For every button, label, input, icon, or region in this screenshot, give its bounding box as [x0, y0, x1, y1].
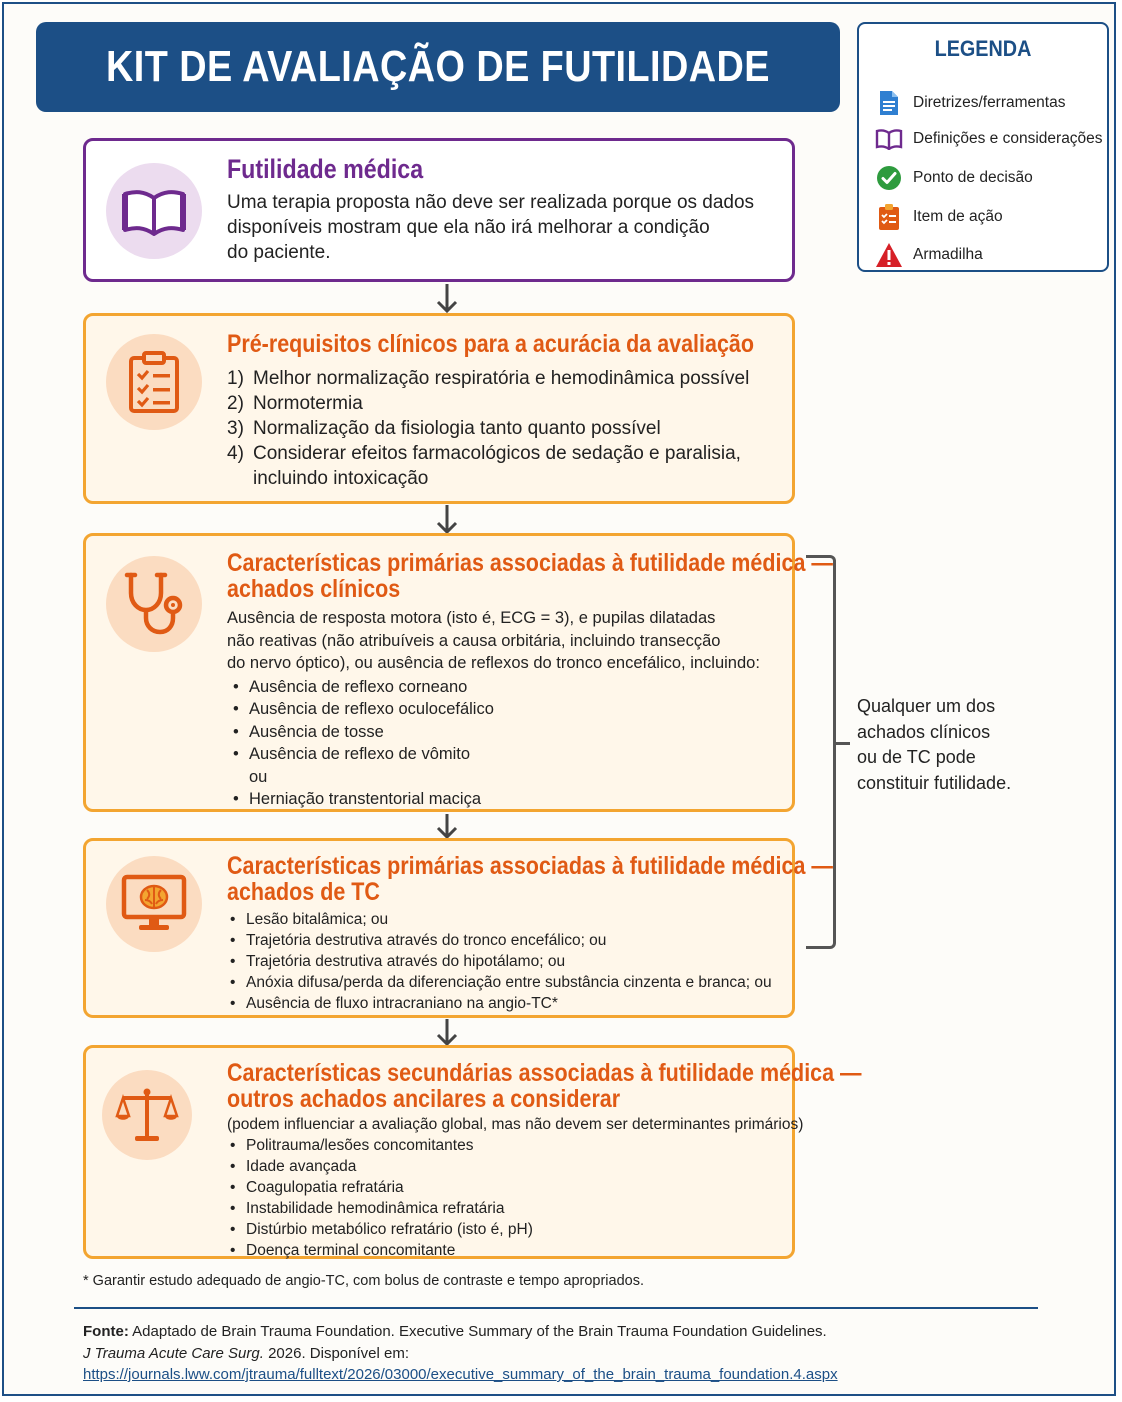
clipboard-checklist-icon: [106, 334, 202, 430]
list-item: • Doença terminal concomitante: [224, 1240, 778, 1261]
item-number: 1): [227, 368, 244, 389]
title-line: outros achados ancilares a considerar: [227, 1085, 621, 1113]
footnote: * Garantir estudo adequado de angio-TC, com bolus de contraste e tempo apropriados.: [83, 1273, 645, 1289]
warning-triangle-icon: [875, 241, 903, 269]
source-citation: [83, 1321, 1043, 1386]
legend-label: Item de ação: [913, 208, 1003, 225]
text-line: Uma terapia proposta não deve ser realizada porque os dados: [227, 192, 755, 213]
legend-panel: [857, 22, 1109, 272]
clipboard-checklist-icon: [875, 203, 903, 231]
title-line: Características secundárias associadas à futilidade médica —: [227, 1059, 862, 1087]
text-line: Ausência de resposta motora (isto é, ECG = 3), e pupilas dilatadas: [227, 609, 716, 627]
clinical-title: [227, 549, 833, 603]
list-item: [227, 441, 778, 491]
title-banner: [36, 22, 840, 112]
balance-scale-icon: [102, 1070, 192, 1160]
title-line: achados de TC: [227, 878, 380, 906]
item-number: 3): [227, 418, 244, 439]
clinical-findings-box: [83, 533, 833, 812]
list-item: • Ausência de reflexo corneano: [227, 676, 778, 699]
journal-name: J Trauma Acute Care Surg.: [83, 1344, 264, 1362]
text-line: Qualquer um dos: [857, 696, 996, 716]
list-item: [227, 391, 778, 416]
source-text: 2026. Disponível em:: [263, 1344, 409, 1362]
list-item: [227, 366, 778, 391]
side-note: [857, 694, 1097, 796]
legend-label: Definições e considerações: [913, 130, 1103, 147]
list-item: • Politrauma/lesões concomitantes: [224, 1135, 778, 1156]
title-line: Características primárias associadas à futilidade médica —: [227, 549, 833, 577]
down-arrow-icon: [436, 1019, 458, 1047]
list-item: • Ausência de reflexo oculocefálico: [227, 698, 778, 721]
definition-title: Futilidade médica: [227, 154, 424, 184]
or-separator: ou: [249, 767, 268, 786]
clinical-bullet-list: [227, 676, 778, 811]
legend-label: Diretrizes/ferramentas: [913, 94, 1066, 111]
source-line: [83, 1343, 1043, 1365]
down-arrow-icon: [436, 284, 458, 314]
list-item: • Ausência de tosse: [227, 721, 778, 744]
definition-box: [83, 138, 795, 282]
legend-item-decision: [875, 163, 1033, 193]
list-item: • Instabilidade hemodinâmica refratária: [224, 1198, 778, 1219]
item-text: [253, 441, 741, 491]
legend-item-guidelines: [875, 88, 1065, 118]
document-icon: [875, 89, 903, 117]
legend-item-pitfall: [875, 240, 983, 270]
list-item: • Herniação transtentorial maciça: [227, 788, 778, 811]
item-text: Normotermia: [253, 393, 363, 414]
item-number: 2): [227, 393, 244, 414]
legend-title: LEGENDA: [934, 36, 1032, 61]
definition-text: [227, 190, 778, 265]
infographic-page: [2, 2, 1116, 1396]
title-line: Características primárias associadas à futilidade médica —: [227, 852, 833, 880]
item-number: 4): [227, 443, 244, 464]
text-line: achados clínicos: [857, 721, 991, 742]
source-line: [83, 1364, 1043, 1386]
legend-item-action: [875, 202, 1003, 232]
text-line: ou de TC pode: [857, 747, 976, 767]
prerequisites-list: [227, 366, 778, 491]
list-item: • Coagulopatia refratária: [224, 1177, 778, 1198]
secondary-findings-box: [83, 1045, 862, 1259]
legend-label: Ponto de decisão: [913, 169, 1033, 186]
source-link[interactable]: https://journals.lww.com/jtrauma/fulltext/2026/03000/executive_summary_of_the_brain_trauma_foundation.4.aspx: [83, 1366, 838, 1383]
secondary-bullet-list: [224, 1135, 778, 1261]
prerequisites-box: [83, 313, 795, 504]
secondary-title: [227, 1059, 862, 1113]
secondary-note: (podem influenciar a avaliação global, mas não devem ser determinantes primários): [227, 1116, 804, 1133]
checkmark-circle-icon: [875, 164, 903, 192]
list-item: • Anóxia difusa/perda da diferenciação entre substância cinzenta e branca; ou: [224, 972, 778, 993]
source-label: Fonte:: [83, 1323, 129, 1340]
list-item: • Trajetória destrutiva através do hipotálamo; ou: [224, 951, 778, 972]
list-item: • Lesão bitalâmica; ou: [224, 909, 778, 930]
item-text-line: incluindo intoxicação: [253, 468, 429, 489]
bracket-tick: [836, 742, 850, 745]
item-text: Melhor normalização respiratória e hemodinâmica possível: [253, 368, 750, 389]
list-item: • Trajetória destrutiva através do tronco encefálico; ou: [224, 930, 778, 951]
prerequisites-title: Pré-requisitos clínicos para a acurácia da avaliação: [227, 330, 755, 358]
clinical-intro: [227, 607, 778, 675]
down-arrow-icon: [436, 505, 458, 535]
grouping-bracket: [806, 555, 836, 949]
text-line: do paciente.: [227, 242, 331, 263]
source-text: Adaptado de Brain Trauma Foundation. Executive Summary of the Brain Trauma Foundation Guidelines.: [128, 1323, 827, 1340]
list-item: [227, 416, 778, 441]
text-line: não reativas (não atribuíveis a causa orbitária, incluindo transecção: [227, 631, 721, 650]
list-item: • Idade avançada: [224, 1156, 778, 1177]
open-book-icon: [106, 163, 202, 259]
down-arrow-icon: [436, 814, 458, 840]
ct-findings-box: [83, 838, 833, 1018]
divider: [74, 1307, 1038, 1309]
brain-monitor-icon: [106, 856, 202, 952]
legend-item-definitions: [875, 124, 1103, 154]
text-line: constituir futilidade.: [857, 772, 1012, 793]
source-line: [83, 1321, 1043, 1343]
stethoscope-icon: [106, 556, 202, 652]
open-book-icon: [875, 125, 903, 153]
text-line: disponíveis mostram que ela não irá melhorar a condição: [227, 217, 710, 238]
item-text: Normalização da fisiologia tanto quanto possível: [253, 418, 661, 439]
list-item: • Ausência de reflexo de vômito: [227, 743, 778, 766]
list-item: • Distúrbio metabólico refratário (isto é, pH): [224, 1219, 778, 1240]
item-text-line: Considerar efeitos farmacológicos de sedação e paralisia,: [253, 443, 741, 464]
ct-bullet-list: [224, 909, 778, 1014]
ct-title: [227, 852, 833, 906]
page-title: KIT DE AVALIAÇÃO DE FUTILIDADE: [106, 42, 770, 91]
legend-label: Armadilha: [913, 246, 983, 263]
title-line: achados clínicos: [227, 575, 401, 603]
list-item: • Ausência de fluxo intracraniano na angio-TC*: [224, 993, 778, 1014]
text-line: do nervo óptico), ou ausência de reflexos do tronco encefálico, incluindo:: [227, 654, 760, 672]
